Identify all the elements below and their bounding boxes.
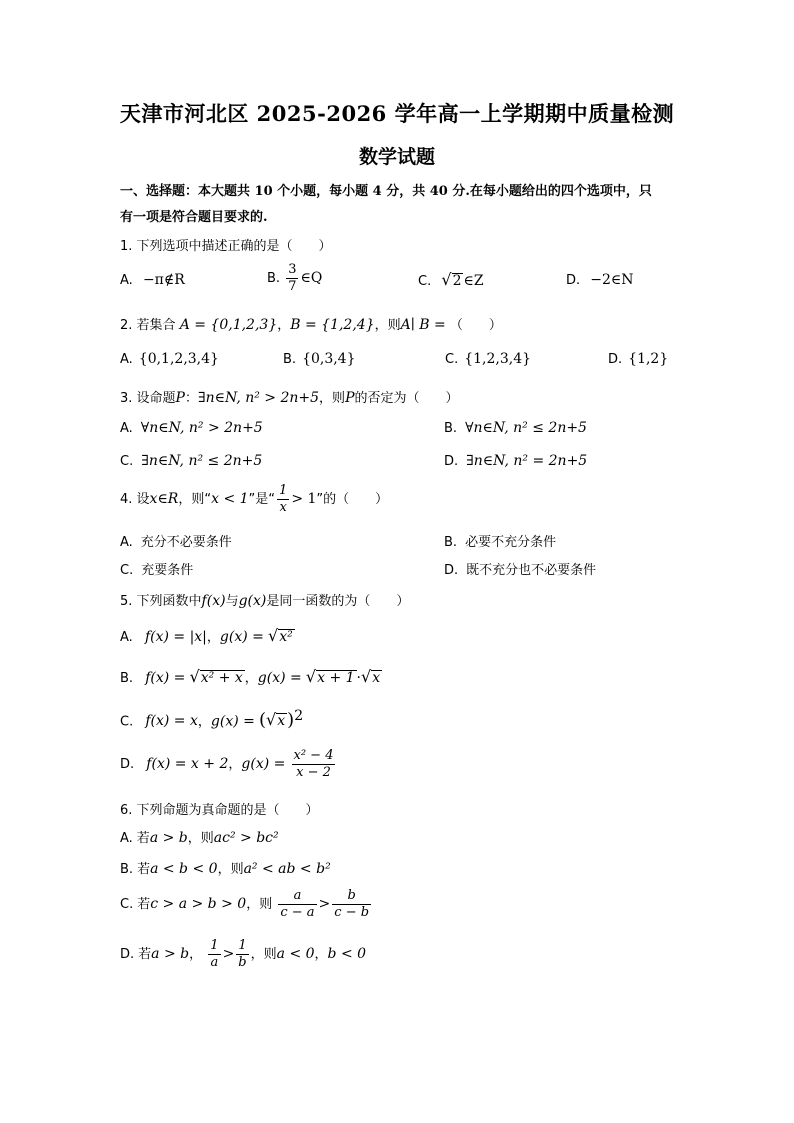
q3-option-d: D. ∃n∈N, n² = 2n+5 (444, 453, 588, 469)
q5-option-a: A. f(x) = |x|，g(x) = √x² (120, 626, 293, 645)
radicand: 2 (452, 273, 462, 289)
q2-option-a: A. {0,1,2,3,4} (120, 351, 219, 367)
q6-option-d: D. 若a > b， $\frac{1}{a}$ > $\frac{1}{b}$ ，则a < 0，b < 0 (120, 938, 367, 970)
q6-option-c: C. 若c > a > b > 0，则 $\frac{a}{c - a}$ > $\frac{b}{c - b}$ (120, 888, 370, 920)
radical-icon: √ (441, 270, 452, 289)
q4-option-a: A. 充分不必要条件 (120, 535, 232, 550)
q1-option-b (267, 262, 322, 295)
option-label: A. (120, 273, 133, 288)
q3-option-c: C. ∃n∈N, n² ≤ 2n+5 (120, 453, 263, 469)
q3-stem: 3. 设命题P：∃n∈N, n² > 2n+5，则P的否定为（ ） (120, 390, 459, 406)
section-intro-line1: 一、选择题：本大题共 10 个小题，每小题 4 分，共 40 分.在每小题给出的四个选项中，只 (120, 184, 652, 199)
option-label: C. (418, 274, 432, 289)
q4-option-d: D. 既不充分也不必要条件 (444, 563, 597, 578)
page-subtitle: 数学试题 (358, 146, 435, 168)
radical-icon: √ (266, 710, 277, 730)
q3-option-a: A. ∀n∈N, n² > 2n+5 (120, 420, 263, 436)
q5-option-c: C. f(x) = x，g(x) = (√x )$^2$ (120, 708, 304, 731)
math-expr: ∈Q (300, 270, 323, 286)
q1-stem: 1. 下列选项中描述正确的是（ ） (120, 239, 332, 254)
radical-icon: √ (305, 667, 317, 686)
q5-option-d: D. f(x) = x + 2，g(x) = $\frac{\text{x² − 4}}{x - 2}$ (120, 748, 334, 780)
math-expr: −π∉R (142, 272, 185, 288)
q5-stem: 5. 下列函数中f(x)与g(x)是同一函数的为（ ） (120, 593, 410, 609)
q1-option-d (566, 272, 634, 288)
q2-option-c: C. {1,2,3,4} (445, 351, 532, 367)
math-expr: ∈Z (463, 273, 484, 289)
q6-option-b: B. 若a < b < 0，则a² < ab < b² (120, 861, 331, 877)
fraction: $\frac{1}{b}$ (238, 938, 247, 970)
q1-option-c (418, 270, 484, 289)
fraction: $\frac{1}{a}$ (210, 938, 219, 970)
proposition-expr: ∃n∈N, n² > 2n+5 (197, 390, 320, 406)
set-a: A = {0,1,2,3} (179, 317, 278, 333)
page-title: 天津市河北区 2025-2026 学年高一上学期期中质量检测 (119, 101, 675, 126)
q2-option-b: B. {0,3,4} (283, 351, 356, 367)
set-b: B = {1,2,4} (290, 317, 375, 333)
q1-option-a (120, 272, 185, 288)
q4-option-c: C. 充要条件 (120, 563, 194, 578)
math-expr: −2∈N (590, 272, 634, 288)
q4-option-b: B. 必要不充分条件 (444, 535, 557, 550)
option-label: D. (566, 273, 581, 288)
option-label: B. (267, 271, 281, 286)
q3-option-b: B. ∀n∈N, n² ≤ 2n+5 (444, 420, 587, 436)
fraction: $\frac{b}{c - b}$ (334, 888, 370, 920)
q6-option-a: A. 若a > b，则ac² > bc² (120, 830, 279, 846)
section-intro-line2: 有一项是符合题目要求的. (120, 210, 268, 225)
set-expr: A∣ B = (400, 317, 446, 333)
fraction: $\frac{a}{c - a}$ (280, 888, 315, 920)
q6-stem: 6. 下列命题为真命题的是（ ） (120, 803, 319, 818)
q2-option-d: D. {1,2} (608, 351, 669, 367)
radical-icon: √ (361, 667, 372, 686)
fraction: $\frac{\text{x² − 4}}{x - 2}$ (293, 748, 334, 780)
fraction: $\frac{1}{x}$ (279, 483, 288, 515)
fraction: $\frac{3}{7}$ (288, 262, 297, 294)
radical-icon: √ (189, 667, 200, 686)
q4-stem: 4. 设x∈R，则“x < 1”是“ $\frac{1}{x}$ > 1”的（ ） (120, 483, 389, 515)
q5-option-b: B. f(x) = √x² + x ，g(x) = √x + 1 ·√x (120, 667, 381, 686)
q2-stem: 2. 若集合 A = {0,1,2,3}，B = {1,2,4}，则A∣ B = （ ） (120, 317, 502, 333)
radical-icon: √ (268, 626, 279, 645)
